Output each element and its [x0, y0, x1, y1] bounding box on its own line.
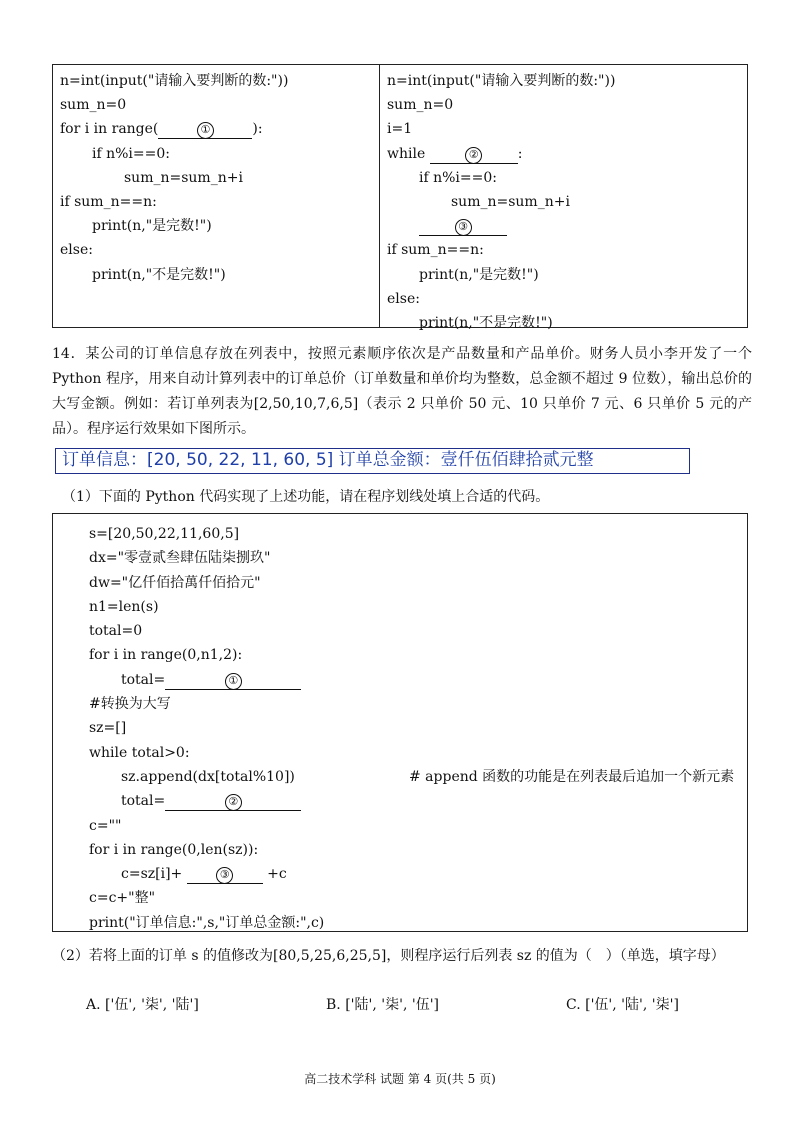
code-line: dw="亿仟佰拾萬仟佰拾元"	[89, 574, 261, 591]
code-line: total=0	[89, 623, 143, 640]
code-line-blank-2: total= ②	[89, 789, 324, 813]
code-line: sum_n=sum_n+i	[451, 193, 570, 210]
code-line: if n%i==0:	[419, 169, 497, 186]
code-line: dx="零壹贰叁肆伍陆柒捌玖"	[89, 550, 271, 567]
code-line: print(n,"不是完数!")	[419, 314, 553, 331]
question-number: 14．	[52, 346, 86, 362]
code-line: n1=len(s)	[89, 598, 159, 615]
order-code-box	[52, 513, 748, 932]
program-output-banner: 订单信息：[20, 50, 22, 11, 60, 5] 订单总金额：壹仟伍佰肆拾贰元整	[55, 448, 690, 474]
right-program-column	[387, 69, 615, 335]
code-line: print(n,"是完数!")	[92, 218, 212, 235]
code-line: if sum_n==n:	[387, 242, 484, 259]
code-line: else:	[60, 242, 93, 259]
code-line: sum_n=0	[60, 97, 127, 114]
code-line: n=int(input("请输入要判断的数:"))	[387, 73, 616, 89]
fill-blank: ②	[165, 792, 301, 811]
perfect-number-code-table	[52, 64, 748, 331]
code-line: while total>0:	[89, 744, 190, 761]
code-line-blank-3: c=sz[i]+ ③ +c	[121, 866, 287, 883]
code-line-blank-1: for i in range( ① ):	[60, 121, 263, 138]
part-2-question: （2）若将上面的订单 s 的值修改为[80,5,25,6,25,5]，则程序运行后列表 sz 的值为（ ）（单选，填字母）	[52, 948, 725, 964]
option-c: C. ['伍', '陆', '柒']	[566, 997, 679, 1013]
fill-blank: ③	[187, 865, 263, 884]
option-b: B. ['陆', '柒', '伍']	[326, 997, 440, 1013]
code-line-blank-1: total= ①	[89, 668, 324, 692]
code-line: for i in range(0,len(sz)):	[89, 841, 259, 858]
code-line: for i in range(0,n1,2):	[89, 647, 243, 664]
code-listing	[89, 522, 735, 935]
code-line: sum_n=0	[387, 97, 454, 114]
code-line: print(n,"不是完数!")	[92, 266, 226, 283]
code-line: else:	[387, 290, 420, 307]
code-line: n=int(input("请输入要判断的数:"))	[60, 73, 289, 89]
code-line: s=[20,50,22,11,60,5]	[89, 526, 240, 542]
question-14-text	[52, 342, 752, 442]
code-line: sz.append(dx[total%10]) # append 函数的功能是在列表最后追加一个新元素	[89, 765, 324, 789]
fill-blank: ①	[165, 671, 301, 690]
question-body: 某公司的订单信息存放在列表中，按照元素顺序依次是产品数量和产品单价。财务人员小李开发了一个 Python 程序，用来自动计算列表中的订单总价（订单数量和单价均为整数，总金额不超过 9 位数），输出总价的大写金额。例如：若订单列表为[2,50,10,7,6,5]（表示 2 只单价 50 元、10 只单价 7 元、6 只单价 5 元的产品）。程序运行效果如下图所示。	[52, 346, 752, 437]
fill-blank: ②	[430, 145, 518, 164]
code-line: #转换为大写	[89, 696, 171, 713]
code-comment: # append 函数的功能是在列表最后追加一个新元素	[409, 768, 735, 785]
code-line: sum_n=sum_n+i	[124, 169, 243, 186]
left-program-column	[60, 69, 288, 287]
code-line: print(n,"是完数!")	[419, 266, 539, 283]
page-footer: 高二技术学科 试题 第 4 页(共 5 页)	[304, 1072, 496, 1086]
code-line: if n%i==0:	[92, 145, 170, 162]
option-a: A. ['伍', '柒', '陆']	[86, 997, 199, 1013]
fill-blank: ①	[158, 120, 252, 139]
code-line: c=c+"整"	[89, 890, 156, 907]
code-line: i=1	[387, 121, 413, 138]
fill-blank: ③	[419, 217, 507, 236]
code-line-blank-2: while ② :	[387, 145, 523, 162]
code-line: c=""	[89, 817, 122, 834]
code-line: sz=[]	[89, 720, 127, 737]
code-line: if sum_n==n:	[60, 193, 157, 210]
code-line: print("订单信息:",s,"订单总金额:",c)	[89, 914, 325, 931]
code-line-blank-3	[387, 214, 615, 238]
table-column-divider	[379, 65, 380, 327]
part-1-instruction: （1）下面的 Python 代码实现了上述功能，请在程序划线处填上合适的代码。	[62, 489, 550, 505]
